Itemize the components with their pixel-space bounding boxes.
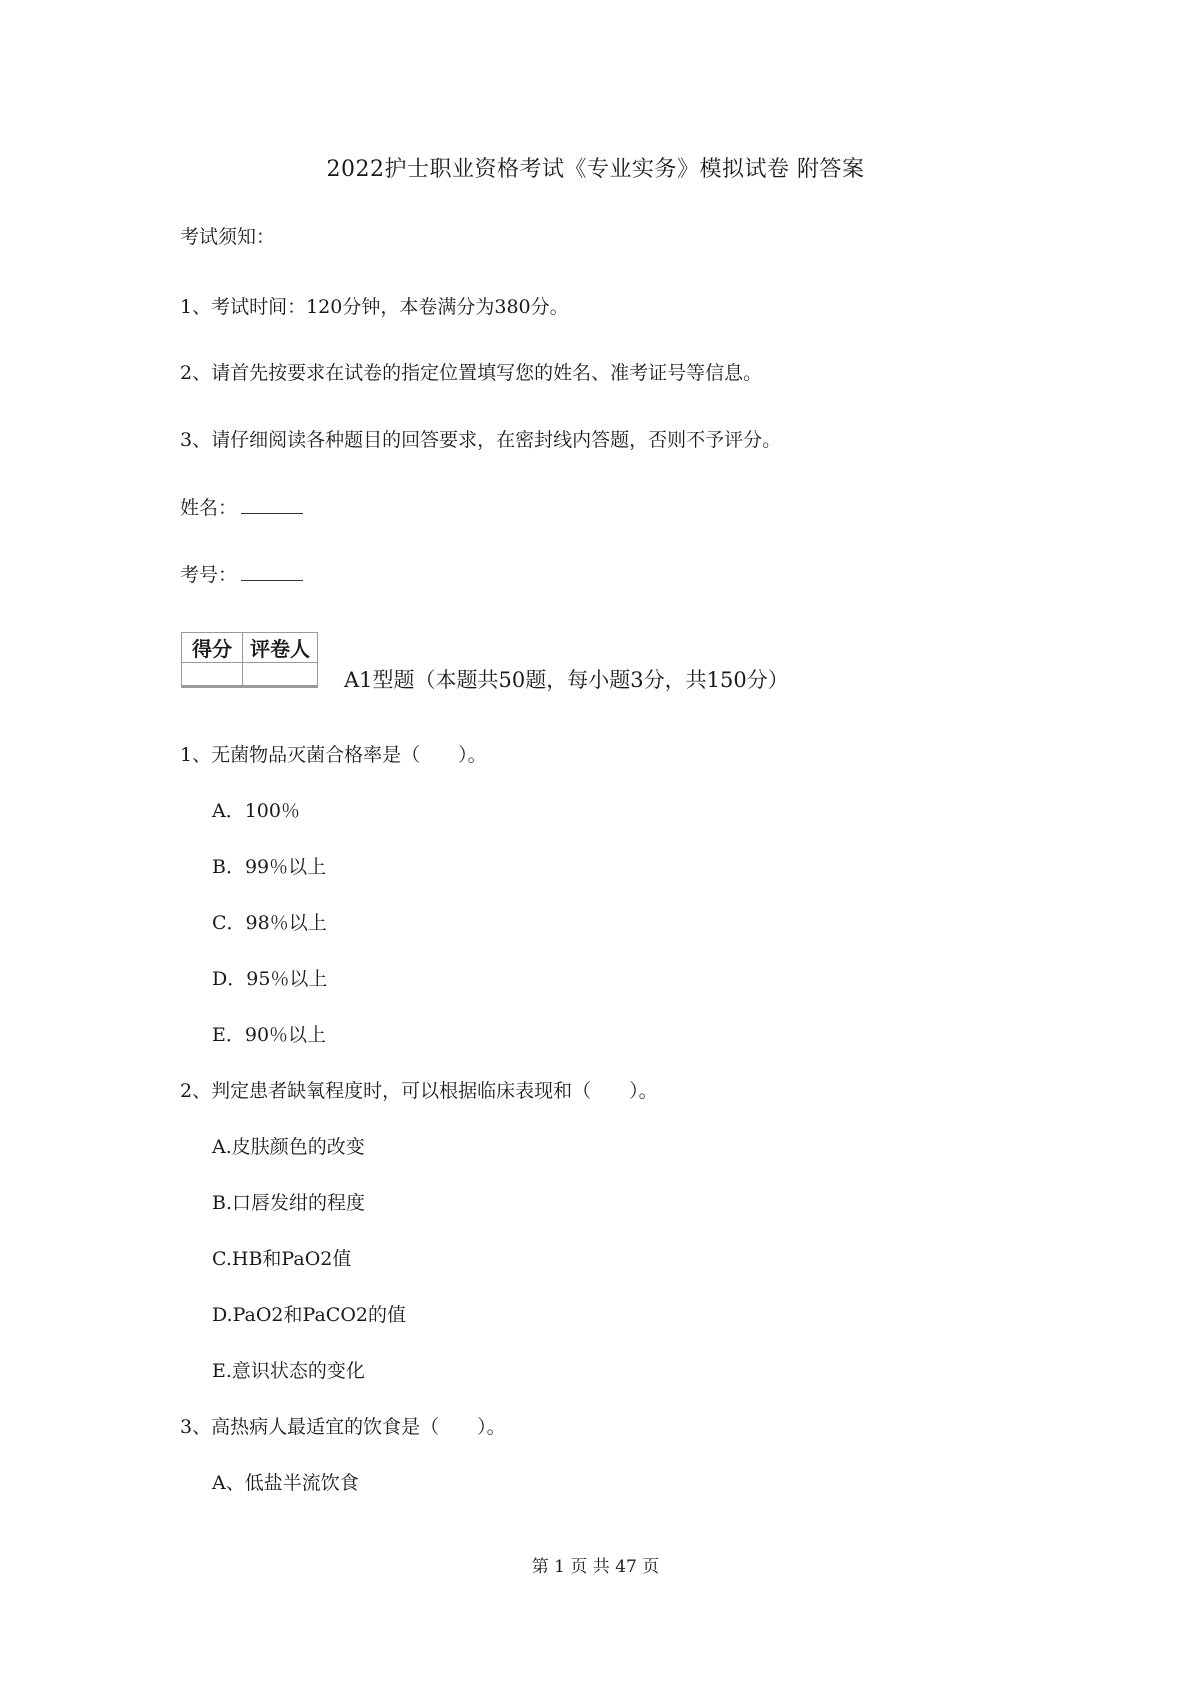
section-title: A1型题（本题共50题，每小题3分，共150分） (344, 668, 789, 692)
q1-option-d: D．95％以上 (212, 968, 328, 990)
name-label: 姓名： (180, 497, 238, 519)
notice-item-2: 2、请首先按要求在试卷的指定位置填写您的姓名、准考证号等信息。 (180, 362, 763, 384)
notice-item-1: 1、考试时间：120分钟，本卷满分为380分。 (180, 296, 569, 318)
grader-cell[interactable] (243, 663, 318, 687)
q2-option-d: D.PaO2和PaCO2的值 (212, 1304, 406, 1326)
q2-option-a: A.皮肤颜色的改变 (212, 1136, 365, 1158)
q2-option-e: E.意识状态的变化 (212, 1360, 365, 1382)
q2-option-c: C.HB和PaO2值 (212, 1248, 352, 1270)
q1-option-c: C．98％以上 (212, 912, 327, 934)
score-header: 得分 (182, 633, 243, 663)
number-field (180, 560, 303, 587)
q2-option-b: B.口唇发绀的程度 (212, 1192, 366, 1214)
name-blank[interactable] (241, 497, 303, 514)
score-cell[interactable] (182, 663, 243, 687)
q1-option-a: A．100％ (212, 800, 300, 822)
q1-option-b: B．99％以上 (212, 856, 327, 878)
name-field (180, 493, 303, 520)
grader-header: 评卷人 (243, 633, 318, 663)
q1-option-e: E．90％以上 (212, 1024, 327, 1046)
notice-heading: 考试须知： (180, 226, 276, 248)
question-1: 1、无菌物品灭菌合格率是（ ）。 (180, 744, 487, 766)
question-3: 3、高热病人最适宜的饮食是（ ）。 (180, 1416, 506, 1438)
notice-item-3: 3、请仔细阅读各种题目的回答要求，在密封线内答题，否则不予评分。 (180, 429, 782, 451)
document-title: 2022护士职业资格考试《专业实务》模拟试卷 附答案 (326, 157, 865, 182)
page-footer: 第 1 页 共 47 页 (531, 1557, 660, 1577)
number-label: 考号： (180, 564, 238, 586)
number-blank[interactable] (241, 564, 303, 581)
score-table (181, 632, 318, 688)
question-2: 2、判定患者缺氧程度时，可以根据临床表现和（ ）。 (180, 1080, 658, 1102)
q3-option-a: A、低盐半流饮食 (212, 1472, 359, 1494)
